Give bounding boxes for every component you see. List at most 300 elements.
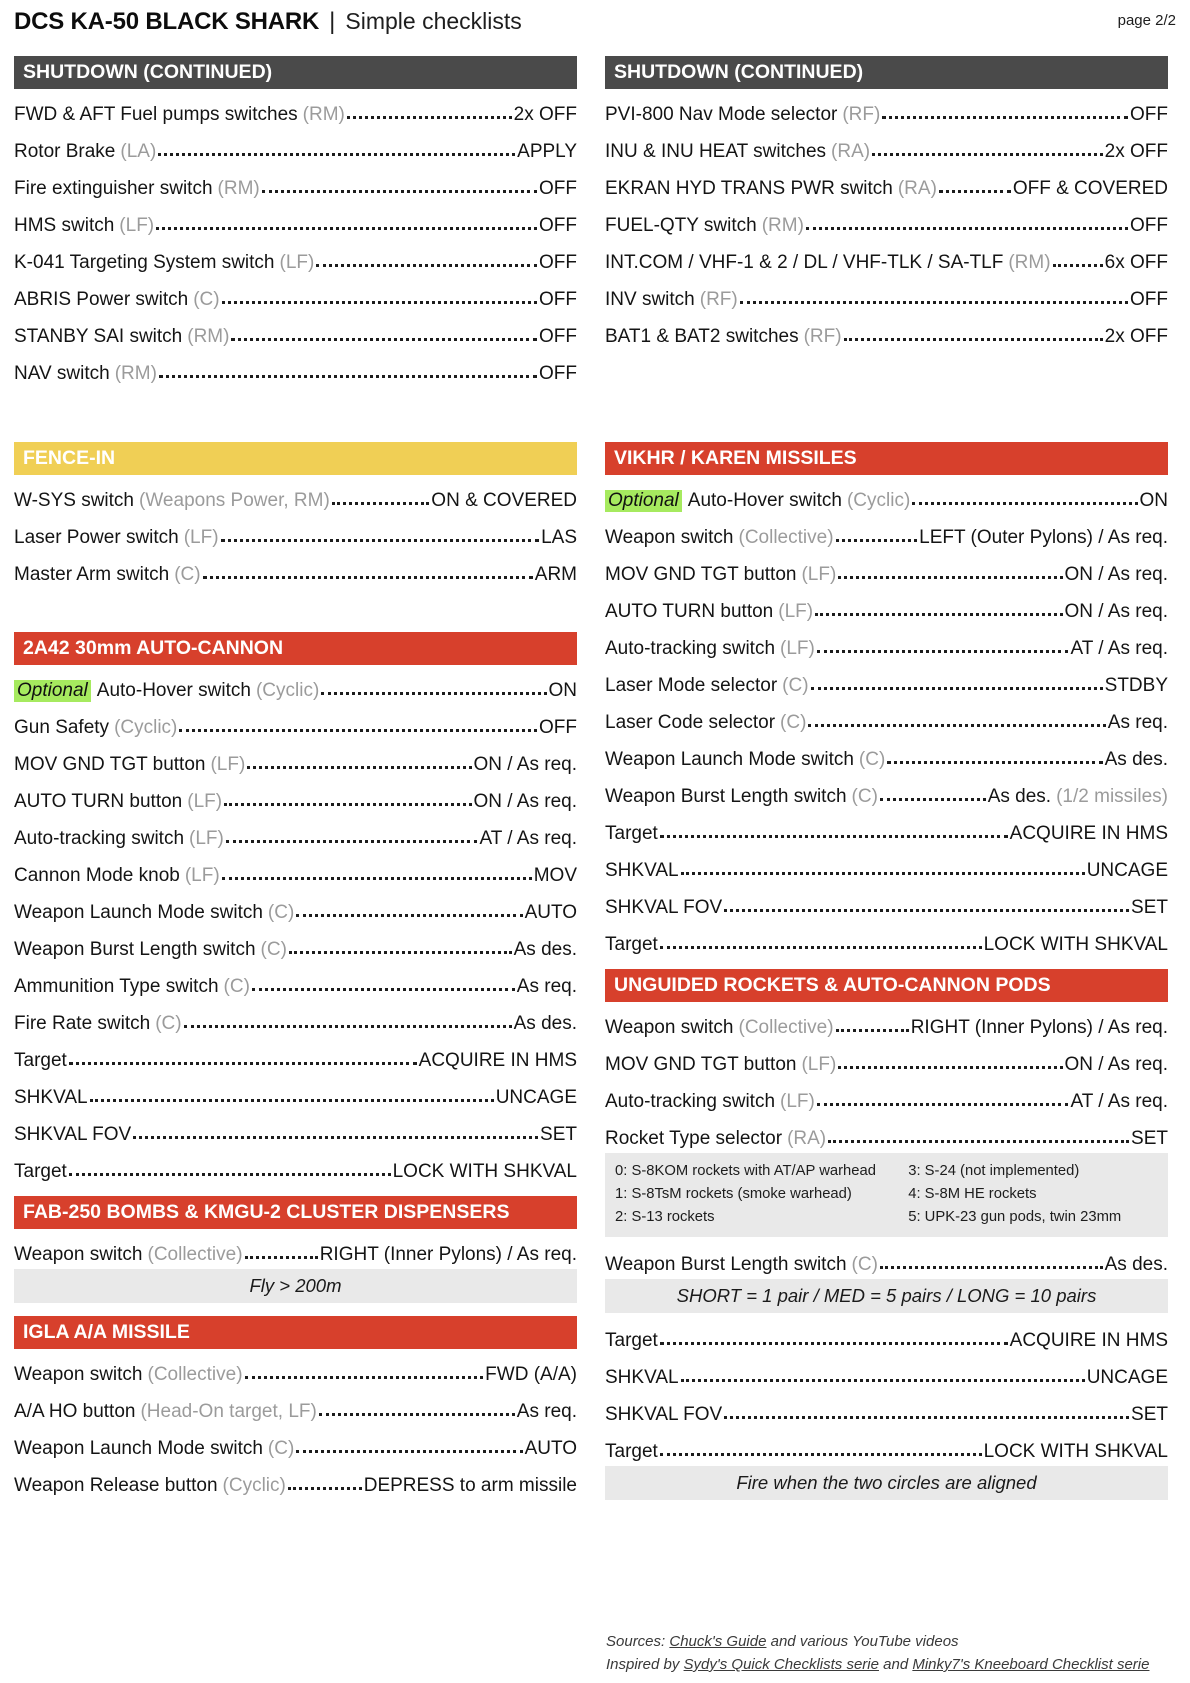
item-label: SHKVAL: [605, 1367, 679, 1388]
leader-dots: [740, 301, 1128, 304]
item-label: SHKVAL: [605, 860, 679, 881]
item-location: (LF): [279, 252, 315, 273]
leader-dots: [836, 1029, 909, 1032]
checklist-item: [605, 311, 1168, 348]
item-value: MOV: [533, 865, 577, 886]
checklist-item: [14, 998, 577, 1035]
leader-dots: [159, 375, 537, 378]
item-value: 2x OFF: [1104, 141, 1168, 162]
item-value: OFF: [539, 178, 577, 199]
item-value: As req.: [516, 1401, 577, 1422]
item-location: (Cyclic): [222, 1475, 286, 1496]
footer-line: [606, 1630, 1149, 1653]
item-value: ON / As req.: [1064, 1054, 1168, 1075]
item-label: HMS switch: [14, 215, 115, 236]
item-value: 6x OFF: [1104, 252, 1168, 273]
note-bar: [605, 1279, 1168, 1313]
section-header-shutdown-continued: SHUTDOWN (CONTINUED): [605, 56, 1168, 89]
item-label: Weapon Burst Length switch: [605, 786, 847, 807]
note-bar: [605, 1466, 1168, 1500]
item-label: Rocket Type selector: [605, 1128, 783, 1149]
checklist-item: [605, 586, 1168, 623]
checklist-item: [14, 702, 577, 739]
source-link[interactable]: Chuck's Guide: [669, 1633, 767, 1650]
item-location: (LF): [780, 1091, 815, 1112]
item-label: Target: [14, 1050, 67, 1071]
checklist-item: [14, 475, 577, 512]
item-label: Target: [605, 934, 658, 955]
item-value: APPLY: [517, 141, 577, 162]
leader-dots: [872, 153, 1103, 156]
checklist-item: [605, 808, 1168, 845]
optional-highlight: Optional: [605, 490, 682, 512]
checklist-item: [605, 1113, 1168, 1150]
item-value: ON: [548, 680, 577, 701]
item-label: A/A HO button: [14, 1401, 136, 1422]
item-location: (LF): [184, 865, 220, 886]
item-location: (RA): [787, 1128, 827, 1149]
checklist-item: [605, 549, 1168, 586]
checklist-item: [14, 1229, 577, 1266]
item-location: (LF): [189, 828, 224, 849]
item-label: Weapon Burst Length switch: [605, 1254, 847, 1275]
checklist-item: [14, 126, 577, 163]
source-link[interactable]: Minky7's Kneeboard Checklist serie: [912, 1656, 1150, 1673]
item-location: (RM): [761, 215, 804, 236]
item-label: AUTO TURN button: [605, 601, 774, 622]
columns-container: [14, 56, 1176, 1502]
leader-dots: [681, 1379, 1085, 1382]
section-header-vikhr-karen-missiles: VIKHR / KAREN MISSILES: [605, 442, 1168, 475]
checklist-item: [605, 475, 1168, 512]
leader-dots: [815, 613, 1062, 616]
item-label: MOV GND TGT button: [605, 564, 797, 585]
item-label: Weapon Launch Mode switch: [14, 1438, 263, 1459]
footer-text: and: [878, 1656, 913, 1673]
section-shutdown-continued: [605, 56, 1168, 348]
checklist-item: [14, 200, 577, 237]
checklist-item: [605, 1239, 1168, 1276]
item-value: UNCAGE: [1086, 1367, 1168, 1388]
legend-item: 0: S-8KOM rockets with AT/AP warhead: [615, 1163, 876, 1179]
leader-dots: [296, 1450, 522, 1453]
item-location: (RA): [897, 178, 937, 199]
item-label: STANBY SAI switch: [14, 326, 183, 347]
item-location: (C): [780, 712, 807, 733]
checklist-item: [14, 665, 577, 702]
leader-dots: [316, 264, 537, 267]
item-label: INV switch: [605, 289, 695, 310]
item-location: (C): [260, 939, 287, 960]
leader-dots: [156, 227, 537, 230]
item-value: As des.: [513, 939, 577, 960]
legend-item: 2: S-13 rockets: [615, 1209, 715, 1225]
checklist-item: [605, 1076, 1168, 1113]
leader-dots: [288, 1487, 362, 1490]
leader-dots: [828, 1140, 1129, 1143]
legend-item: 1: S-8TsM rockets (smoke warhead): [615, 1186, 852, 1202]
checklist-item: [605, 1039, 1168, 1076]
item-value: AT / As req.: [479, 828, 577, 849]
leader-dots: [806, 227, 1128, 230]
item-location: (LF): [183, 527, 219, 548]
sources-footer: [606, 1630, 1149, 1676]
item-value: AUTO: [524, 1438, 577, 1459]
item-location: (Collective): [147, 1364, 243, 1385]
item-label: Target: [605, 823, 658, 844]
item-value: ON: [1139, 490, 1168, 511]
checklist-item: [605, 919, 1168, 956]
item-location: (RM): [1008, 252, 1051, 273]
checklist-item: [605, 200, 1168, 237]
item-label: Auto-tracking switch: [605, 638, 776, 659]
leader-dots: [296, 914, 522, 917]
checklist-item: [14, 311, 577, 348]
leader-dots: [887, 761, 1102, 764]
leader-dots: [817, 1103, 1069, 1106]
leader-dots: [681, 872, 1085, 875]
item-label: Target: [605, 1330, 658, 1351]
item-location: (LA): [120, 141, 157, 162]
leader-dots: [880, 798, 986, 801]
item-value: OFF: [1130, 215, 1168, 236]
checklist-item: [14, 1423, 577, 1460]
item-label: K-041 Targeting System switch: [14, 252, 275, 273]
checklist-item: [14, 163, 577, 200]
right-column: [605, 56, 1168, 1502]
item-location: (Cyclic): [846, 490, 911, 511]
item-value: LOCK WITH SHKVAL: [983, 934, 1168, 955]
checklist-item: [14, 348, 577, 385]
item-value: OFF: [539, 289, 577, 310]
leader-dots: [221, 539, 540, 542]
item-value: LEFT (Outer Pylons) / As req.: [919, 527, 1168, 548]
item-label: NAV switch: [14, 363, 110, 384]
checklist-item: [605, 89, 1168, 126]
note-text: Fire when the two circles are aligned: [736, 1472, 1037, 1493]
item-value: RIGHT (Inner Pylons) / As req.: [319, 1244, 577, 1265]
leader-dots: [289, 951, 512, 954]
checklist-item: [14, 237, 577, 274]
item-location: (C): [851, 1254, 878, 1275]
item-label: BAT1 & BAT2 switches: [605, 326, 799, 347]
item-label: Weapon Burst Length switch: [14, 939, 256, 960]
item-label: SHKVAL FOV: [605, 897, 723, 918]
checklist-item: [605, 1426, 1168, 1463]
note-text: Fly > 200m: [249, 1275, 342, 1296]
item-location: (C): [267, 902, 295, 923]
item-label: Fire extinguisher switch: [14, 178, 213, 199]
item-location: (Cyclic): [255, 680, 320, 701]
item-value: DEPRESS to arm missile: [363, 1475, 577, 1496]
title-wrap: [14, 8, 522, 36]
leader-dots: [252, 988, 515, 991]
item-label: Weapon switch: [605, 527, 734, 548]
page-title: DCS KA-50 BLACK SHARK: [14, 8, 320, 35]
checklist-item: [14, 924, 577, 961]
leader-dots: [231, 338, 537, 341]
leader-dots: [838, 576, 1062, 579]
item-value: As des.: [513, 1013, 577, 1034]
checklist-item: [14, 850, 577, 887]
item-value: LOCK WITH SHKVAL: [983, 1441, 1168, 1462]
item-location: (LF): [801, 1054, 837, 1075]
item-label: INT.COM / VHF-1 & 2 / DL / VHF-TLK / SA-TLF: [605, 252, 1004, 273]
item-value: OFF: [1130, 289, 1168, 310]
leader-dots: [882, 116, 1128, 119]
item-value: LOCK WITH SHKVAL: [392, 1161, 577, 1182]
note-bar: [14, 1269, 577, 1303]
checklist-item: [605, 623, 1168, 660]
checklist-item: [14, 739, 577, 776]
checklist-item: [605, 1002, 1168, 1039]
item-label: Auto-Hover switch: [96, 680, 251, 701]
checklist-item: [605, 1315, 1168, 1352]
item-location: (C): [858, 749, 886, 770]
item-location: (Cyclic): [114, 717, 178, 738]
item-location: (C): [223, 976, 250, 997]
section-header-igla-a-a-missile: IGLA A/A MISSILE: [14, 1316, 577, 1349]
item-value: ON / As req.: [473, 754, 577, 775]
item-location: (Weapons Power, RM): [139, 490, 330, 511]
item-value: ACQUIRE IN HMS: [1009, 823, 1168, 844]
item-value: ARM: [534, 564, 577, 585]
item-label: SHKVAL FOV: [14, 1124, 132, 1145]
item-label: Weapon Launch Mode switch: [605, 749, 854, 770]
item-value: 2x OFF: [513, 104, 577, 125]
item-location: (LF): [119, 215, 155, 236]
source-link[interactable]: Sydy's Quick Checklists serie: [683, 1656, 879, 1673]
left-column: [14, 56, 577, 1502]
leader-dots: [245, 1376, 484, 1379]
item-location: (Collective): [147, 1244, 243, 1265]
checklist-item: [14, 1460, 577, 1497]
item-label: Target: [14, 1161, 67, 1182]
item-label: Weapon switch: [605, 1017, 734, 1038]
checklist-item: [14, 549, 577, 586]
leader-dots: [226, 840, 478, 843]
checklist-item: [605, 1352, 1168, 1389]
leader-dots: [912, 502, 1137, 505]
footer-text: and various YouTube videos: [766, 1633, 959, 1650]
document-header: [14, 8, 1176, 36]
item-location: (C): [174, 564, 201, 585]
section-fab-250-bombs-kmgu-2-cluster-dispensers: [14, 1196, 577, 1303]
item-label: Ammunition Type switch: [14, 976, 219, 997]
item-label: Laser Power switch: [14, 527, 179, 548]
item-label: EKRAN HYD TRANS PWR switch: [605, 178, 893, 199]
leader-dots: [939, 190, 1011, 193]
item-value: OFF: [539, 326, 577, 347]
item-value: UNCAGE: [495, 1087, 577, 1108]
section-fence-in: [14, 442, 577, 586]
item-location: (RM): [187, 326, 230, 347]
legend-item: 5: UPK-23 gun pods, twin 23mm: [908, 1209, 1122, 1225]
leader-dots: [133, 1136, 538, 1139]
leader-dots: [222, 301, 537, 304]
leader-dots: [222, 877, 532, 880]
legend-item: 4: S-8M HE rockets: [908, 1186, 1037, 1202]
item-value: OFF: [539, 215, 577, 236]
item-value: UNCAGE: [1086, 860, 1168, 881]
checklist-item: [605, 734, 1168, 771]
footer-text: Sources:: [606, 1633, 670, 1650]
item-location: (RM): [302, 104, 345, 125]
item-label: Laser Mode selector: [605, 675, 778, 696]
page-subtitle: Simple checklists: [345, 8, 522, 34]
item-value: As req.: [1107, 712, 1168, 733]
rocket-type-legend: [605, 1153, 1168, 1237]
checklist-item: [605, 697, 1168, 734]
item-label: Target: [605, 1441, 658, 1462]
item-label: AUTO TURN button: [14, 791, 183, 812]
leader-dots: [660, 1342, 1008, 1345]
item-label: Weapon switch: [14, 1244, 143, 1265]
leader-dots: [817, 650, 1069, 653]
section-header-shutdown-continued: SHUTDOWN (CONTINUED): [14, 56, 577, 89]
leader-dots: [811, 687, 1103, 690]
leader-dots: [660, 946, 982, 949]
item-value: SET: [540, 1124, 577, 1145]
section-unguided-rockets-auto-cannon-pods: [605, 969, 1168, 1500]
footer-line: [606, 1653, 1149, 1676]
checklist-item: [14, 1146, 577, 1183]
item-location: (Head-On target, LF): [140, 1401, 317, 1422]
item-label: Gun Safety: [14, 717, 110, 738]
item-location: (RM): [114, 363, 157, 384]
checklist-item: [14, 274, 577, 311]
item-location: (RA): [831, 141, 871, 162]
item-value: ON / As req.: [1064, 601, 1168, 622]
item-label: Auto-tracking switch: [14, 828, 185, 849]
section-header-fence-in: FENCE-IN: [14, 442, 577, 475]
item-label: INU & INU HEAT switches: [605, 141, 827, 162]
leader-dots: [69, 1062, 417, 1065]
item-location: (C): [782, 675, 809, 696]
item-value: ON / As req.: [473, 791, 577, 812]
item-label: PVI-800 Nav Mode selector: [605, 104, 838, 125]
leader-dots: [838, 1066, 1062, 1069]
checklist-item: [605, 126, 1168, 163]
item-location: (RF): [842, 104, 881, 125]
checklist-item: [605, 882, 1168, 919]
item-value: SET: [1131, 1404, 1168, 1425]
item-value: OFF: [539, 363, 577, 384]
item-value: As des.: [987, 786, 1052, 807]
item-label: Auto-tracking switch: [605, 1091, 776, 1112]
item-label: Cannon Mode knob: [14, 865, 180, 886]
item-value: RIGHT (Inner Pylons) / As req.: [910, 1017, 1168, 1038]
item-label: Laser Code selector: [605, 712, 776, 733]
item-location: (C): [851, 786, 878, 807]
checklist-item: [14, 1109, 577, 1146]
item-value: As des.: [1104, 749, 1168, 770]
item-location: (C): [267, 1438, 295, 1459]
leader-dots: [844, 338, 1103, 341]
item-label: Fire Rate switch: [14, 1013, 151, 1034]
item-value: ACQUIRE IN HMS: [1009, 1330, 1168, 1351]
section-header-2a42-30mm-auto-cannon: 2A42 30mm AUTO-CANNON: [14, 632, 577, 665]
item-value: As des.: [1104, 1254, 1168, 1275]
item-label: Rotor Brake: [14, 141, 116, 162]
item-value: OFF & COVERED: [1012, 178, 1168, 199]
item-value: SET: [1131, 897, 1168, 918]
leader-dots: [660, 1453, 982, 1456]
note-text: SHORT = 1 pair / MED = 5 pairs / LONG = 10 pairs: [676, 1285, 1097, 1306]
leader-dots: [203, 576, 533, 579]
item-value: FWD (A/A): [485, 1364, 577, 1385]
item-location: (Collective): [738, 527, 834, 548]
section-shutdown-continued: [14, 56, 577, 385]
checklist-item: [605, 163, 1168, 200]
leader-dots: [724, 1416, 1129, 1419]
item-value: ACQUIRE IN HMS: [418, 1050, 577, 1071]
leader-dots: [90, 1099, 494, 1102]
item-value: AT / As req.: [1070, 1091, 1168, 1112]
item-location: (RF): [699, 289, 738, 310]
item-value: STDBY: [1104, 675, 1168, 696]
checklist-item: [14, 961, 577, 998]
section-igla-a-a-missile: [14, 1316, 577, 1497]
footer-text: Inspired by: [606, 1656, 684, 1673]
item-label: MOV GND TGT button: [605, 1054, 797, 1075]
title-separator: |: [329, 8, 336, 35]
leader-dots: [724, 909, 1129, 912]
leader-dots: [69, 1173, 391, 1176]
item-label: FUEL-QTY switch: [605, 215, 757, 236]
leader-dots: [224, 803, 471, 806]
item-label: Weapon Release button: [14, 1475, 218, 1496]
item-value: OFF: [539, 252, 577, 273]
checklist-item: [14, 887, 577, 924]
checklist-item: [14, 1349, 577, 1386]
item-value: AUTO: [524, 902, 577, 923]
leader-dots: [184, 1025, 512, 1028]
checklist-item: [14, 776, 577, 813]
item-label: ABRIS Power switch: [14, 289, 189, 310]
item-location: (RF): [803, 326, 842, 347]
item-location: (LF): [187, 791, 223, 812]
item-location: (LF): [780, 638, 815, 659]
checklist-item: [14, 1072, 577, 1109]
checklist-item: [605, 1389, 1168, 1426]
legend-column-right: [908, 1160, 1158, 1229]
item-location: (Collective): [738, 1017, 834, 1038]
item-value: As req.: [516, 976, 577, 997]
checklist-item: [605, 845, 1168, 882]
checklist-item: [605, 512, 1168, 549]
item-value: OFF: [1130, 104, 1168, 125]
leader-dots: [1053, 264, 1103, 267]
item-value: SET: [1131, 1128, 1168, 1149]
item-label: Master Arm switch: [14, 564, 170, 585]
item-value: ON / As req.: [1064, 564, 1168, 585]
checklist-item: [605, 274, 1168, 311]
section-2a42-30mm-auto-cannon: [14, 632, 577, 1183]
item-value-note: (1/2 missiles): [1056, 786, 1168, 807]
checklist-item: [14, 813, 577, 850]
optional-highlight: Optional: [14, 680, 91, 702]
item-label: Weapon switch: [14, 1364, 143, 1385]
leader-dots: [332, 502, 430, 505]
legend-item: 3: S-24 (not implemented): [908, 1163, 1080, 1179]
item-location: (C): [155, 1013, 182, 1034]
section-header-fab-250-bombs-kmgu-2-cluster-dispensers: FAB-250 BOMBS & KMGU-2 CLUSTER DISPENSERS: [14, 1196, 577, 1229]
leader-dots: [247, 766, 471, 769]
item-label: Auto-Hover switch: [687, 490, 842, 511]
leader-dots: [179, 729, 537, 732]
page-number: page 2/2: [1117, 12, 1176, 29]
